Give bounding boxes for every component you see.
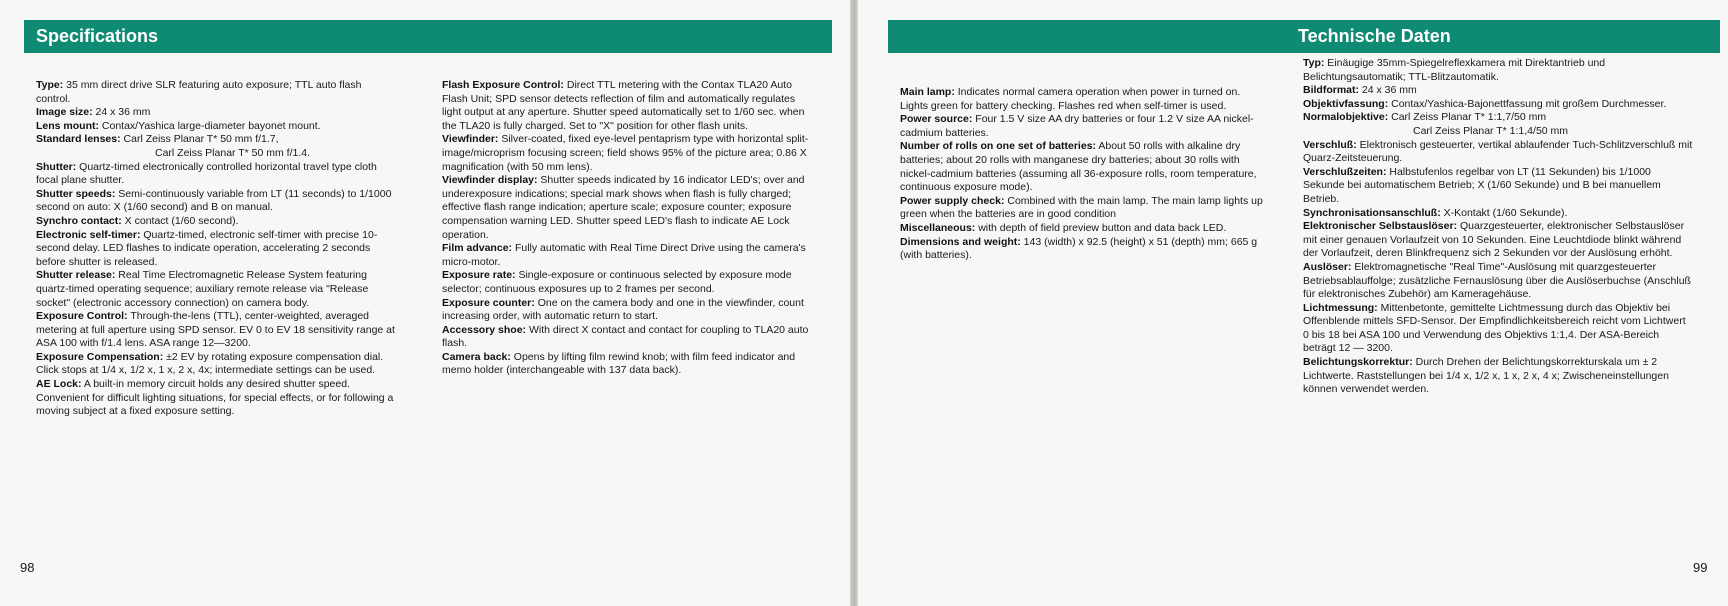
spec-label: Exposure Compensation:	[36, 350, 164, 363]
spec-text: Mittenbetonte, gemittelte Lichtmessung durch das Objektiv bei Offenblende mittels SFD-Sensor. Der Empfindlichkeitsbereich reicht vom Lichtwert 0 bis 18 bei ASA 100 und Verwendung des Objektivs 1:1,4. Der ASA-Bereich beträgt 12 — 3200.	[1303, 301, 1686, 355]
spec-label: Bildformat:	[1303, 84, 1359, 97]
spec-text: 35 mm direct drive SLR featuring auto exposure; TTL auto flash control.	[36, 79, 362, 105]
spec-label: Belichtungskorrektur:	[1303, 356, 1413, 369]
spec-label: Dimensions and weight:	[900, 235, 1021, 248]
spec-label: Flash Exposure Control:	[442, 79, 564, 91]
spec-text: 24 x 36 mm	[1359, 84, 1417, 97]
spec-text: Semi-continuously variable from LT (11 seconds) to 1/1000 second on auto: X (1/60 second) and B on manual.	[36, 187, 392, 214]
spec-text: X contact (1/60 second).	[121, 214, 239, 227]
spec-label: Shutter speeds:	[36, 187, 116, 200]
spec-text: Four 1.5 V size AA dry batteries or four 1.2 V size AA nickel-cadmium batteries.	[900, 113, 1254, 139]
spec-label: Exposure rate:	[442, 269, 516, 282]
spec-entry	[442, 242, 817, 269]
spec-label: Elektronischer Selbstauslöser:	[1303, 220, 1458, 233]
section-banner-specifications	[24, 20, 832, 53]
spec-text: Direct TTL metering with the Contax TLA20 Auto Flash Unit; SPD sensor detects reflection of film and automatically regulates light output at any aperture. Shutter speed automatically set to 1/60 sec. when the TLA20 is fully charged. Set to "X" position for other flash units.	[442, 79, 805, 132]
spec-text: Contax/Yashica-Bajonettfassung mit großem Durchmesser.	[1388, 97, 1667, 110]
spec-text: Carl Zeiss Planar T* 1:1,7/50 mm	[1388, 111, 1547, 124]
spec-label: Objektivfassung:	[1303, 97, 1389, 110]
spec-text: ±2 EV by rotating exposure compensation dial. Click stops at 1/4 x, 1/2 x, 1 x, 2 x, 4x; intermediate settings can be used.	[36, 350, 384, 377]
section-banner-technische-daten	[888, 20, 1720, 53]
spec-text: Quarzgesteuerter, elektronischer Selbstauslöser mit einer genauen Vorlaufzeit von 10 Sekunden. Eine Leuchtdiode blinkt während der Vorlaufzeit, deren Blinkfrequenz sich 2 Sekunden vor der Auslösung erhöht.	[1303, 220, 1685, 260]
right-page	[858, 0, 1728, 606]
spec-entry	[1303, 84, 1693, 98]
spec-entry	[36, 215, 396, 229]
spec-label: Verschluß:	[1303, 138, 1357, 151]
spec-text: Single-exposure or continuous selected by exposure mode selector; continuous exposures up to 2 frames per second.	[442, 269, 792, 295]
spec-column-left-2	[442, 79, 817, 378]
spec-text: Elektronisch gesteuerter, vertikal ablaufender Tuch-Schlitzverschluß mit Quarz-Zeitsteuerung.	[1303, 138, 1693, 165]
spec-text: Combined with the main lamp. The main lamp lights up green when the batteries are in good condition	[900, 194, 1263, 221]
spec-text: Through-the-lens (TTL), center-weighted, averaged metering at full aperture using SPD sensor. EV 0 to EV 18 sensitivity range at ASA 100 with f/1.4 lens. ASA range 12—3200.	[36, 310, 395, 350]
spec-entry	[1303, 302, 1693, 356]
spec-entry	[900, 86, 1270, 113]
spec-label: AE Lock:	[36, 378, 82, 391]
spec-entry	[442, 297, 817, 324]
spec-entry	[36, 106, 396, 120]
spec-text: Quartz-timed electronically controlled horizontal travel type cloth focal plane shutter.	[36, 160, 377, 187]
spec-text: Fully automatic with Real Time Direct Drive using the camera's micro-motor.	[442, 242, 806, 268]
spec-text: X-Kontakt (1/60 Sekunde).	[1440, 206, 1568, 219]
spec-entry	[1303, 57, 1693, 84]
spec-label: Type:	[36, 79, 64, 91]
spec-label: Camera back:	[442, 350, 511, 363]
spec-label: Exposure Control:	[36, 310, 128, 323]
spec-label: Power supply check:	[900, 194, 1005, 207]
spec-label: Lichtmessung:	[1303, 301, 1378, 314]
spec-text: with depth of field preview button and data back LED.	[975, 221, 1227, 234]
spec-label: Number of rolls on one set of batteries:	[900, 140, 1097, 153]
spec-entry	[36, 161, 396, 188]
spec-entry	[1303, 356, 1693, 397]
spec-entry	[36, 229, 396, 270]
spec-label: Power source:	[900, 113, 973, 126]
spec-label: Image size:	[36, 106, 93, 119]
spec-label: Main lamp:	[900, 86, 955, 98]
spec-entry	[1303, 111, 1693, 125]
spec-label: Exposure counter:	[442, 296, 535, 309]
spec-label: Synchro contact:	[36, 214, 122, 227]
spec-text: One on the camera body and one in the viewfinder, count increasing order, with automatic return to start.	[442, 296, 804, 323]
spec-text: Silver-coated, fixed eye-level pentaprism type with horizontal split-image/microprism focusing screen; field shows 95% of the picture area; 0.86 X magnification (with 50 mm lens).	[442, 133, 809, 173]
spec-text: Halbstufenlos regelbar von LT (11 Sekunden) bis 1/1000 Sekunde bei automatischem Betrieb; X (1/60 Sekunde) und B bei manuellem Betrieb.	[1303, 165, 1661, 205]
spec-text: Durch Drehen der Belichtungskorrekturskala um ± 2 Lichtwerte. Raststellungen bei 1/4 x, 1/2 x, 1 x, 2 x, 4 x; Zwischeneinstellungen können verwendet werden.	[1303, 356, 1669, 396]
spec-entry	[36, 378, 396, 419]
spec-text: Contax/Yashica large-diameter bayonet mount.	[99, 119, 321, 132]
spec-text: Shutter speeds indicated by 16 indicator LED's; over and underexposure indications; special mark shows when flash is fully charged; effective flash range indication; aperture scale; exposure counter; exposure compensation warning LED. Shutter speed LED's flash to indicate AE Lock operation.	[442, 174, 805, 241]
spec-label: Viewfinder display:	[442, 174, 538, 187]
spec-label: Miscellaneous:	[900, 221, 976, 234]
spec-column-right-2	[1303, 57, 1693, 397]
spec-entry	[1303, 125, 1693, 139]
spec-entry	[1303, 98, 1693, 112]
spec-entry	[442, 269, 817, 296]
spec-entry	[900, 222, 1270, 236]
spec-text: Quartz-timed, electronic self-timer with precise 10-second delay. LED flashes to indicate operation, accelerating 2 seconds before shutter is released.	[36, 228, 378, 268]
spec-entry	[36, 310, 396, 351]
left-page	[0, 0, 850, 606]
section-title: Technische Daten	[1298, 26, 1451, 46]
spec-label: Standard lenses:	[36, 133, 121, 146]
spec-label: Shutter release:	[36, 269, 116, 282]
spec-label: Normalobjektive:	[1303, 111, 1389, 124]
spec-text: A built-in memory circuit holds any desired shutter speed. Convenient for difficult lighting situations, for special effects, or for following a moving subject at a fixed exposure setting.	[36, 378, 394, 418]
spec-label: Electronic self-timer:	[36, 228, 141, 241]
spec-text: Elektromagnetische "Real Time"-Auslösung mit quarzgesteuerter Betriebsablauffolge; zusätzliche Fernauslösung über die Auslöserbuchse (Anschluß für elektronisches Zubehör) am Kameragehäuse.	[1303, 260, 1691, 301]
spec-entry	[442, 133, 817, 174]
spec-entry	[36, 147, 396, 161]
spec-entry	[442, 174, 817, 242]
spec-entry	[900, 140, 1270, 194]
spec-entry	[36, 351, 396, 378]
spec-text: 24 x 36 mm	[92, 106, 151, 119]
spec-entry	[1303, 139, 1693, 166]
spec-text: Indicates normal camera operation when power in turned on. Lights green for battery checking. Flashes red when self-timer is used.	[900, 86, 1241, 112]
spec-entry	[442, 351, 817, 378]
spec-label: Verschlußzeiten:	[1303, 165, 1387, 178]
spec-label: Lens mount:	[36, 119, 99, 132]
spec-column-right-1	[900, 86, 1270, 263]
spec-entry	[36, 188, 396, 215]
spec-text: Einäugige 35mm-Spiegelreflexkamera mit Direktantrieb und Belichtungsautomatik; TTL-Blitzautomatik.	[1303, 57, 1606, 83]
spec-label: Auslöser:	[1303, 260, 1352, 273]
spec-entry	[1303, 220, 1693, 261]
spec-entry	[36, 79, 396, 106]
spec-entry	[900, 236, 1270, 263]
book-gutter	[850, 0, 858, 606]
spec-label: Accessory shoe:	[442, 323, 527, 336]
spec-entry	[1303, 207, 1693, 221]
spec-text: Carl Zeiss Planar T* 50 mm f/1.4.	[155, 146, 311, 159]
spec-entry	[1303, 166, 1693, 207]
spec-column-left-1	[36, 79, 396, 419]
spec-label: Viewfinder:	[442, 133, 499, 146]
spec-label: Film advance:	[442, 242, 513, 255]
spec-text: Carl Zeiss Planar T* 50 mm f/1.7,	[120, 133, 279, 146]
spec-text: 143 (width) x 92.5 (height) x 51 (depth) mm; 665 g (with batteries).	[900, 235, 1258, 262]
spec-text: Opens by lifting film rewind knob; with film feed indicator and memo holder (interchangeable with 137 data back).	[442, 350, 796, 377]
spec-text: About 50 rolls with alkaline dry batteries; about 20 rolls with manganese dry batteries; about 30 rolls with nickel-cadmium batteries (assuming all 36-exposure rolls, room temperature, continuous exposure mode).	[900, 140, 1257, 194]
section-title: Specifications	[36, 26, 159, 46]
spec-text: Carl Zeiss Planar T* 1:1,4/50 mm	[1413, 124, 1569, 137]
spec-entry	[36, 120, 396, 134]
spec-label: Typ:	[1303, 57, 1325, 69]
spec-entry	[900, 113, 1270, 140]
spec-entry	[36, 269, 396, 310]
spec-entry	[442, 324, 817, 351]
spec-entry	[36, 133, 396, 147]
page-number: 98	[20, 560, 35, 575]
page-number: 99	[1693, 560, 1708, 575]
spec-entry	[1303, 261, 1693, 302]
spec-entry	[900, 195, 1270, 222]
spec-text: Real Time Electromagnetic Release System featuring quartz-timed operating sequence; auxiliary remote release via "Release socket" (electronic accessory connection) on camera body.	[36, 269, 369, 309]
spec-entry	[442, 79, 817, 133]
spec-text: With direct X contact and contact for coupling to TLA20 auto flash.	[442, 323, 809, 350]
spec-label: Shutter:	[36, 160, 77, 173]
spec-label: Synchronisationsanschluß:	[1303, 206, 1441, 219]
